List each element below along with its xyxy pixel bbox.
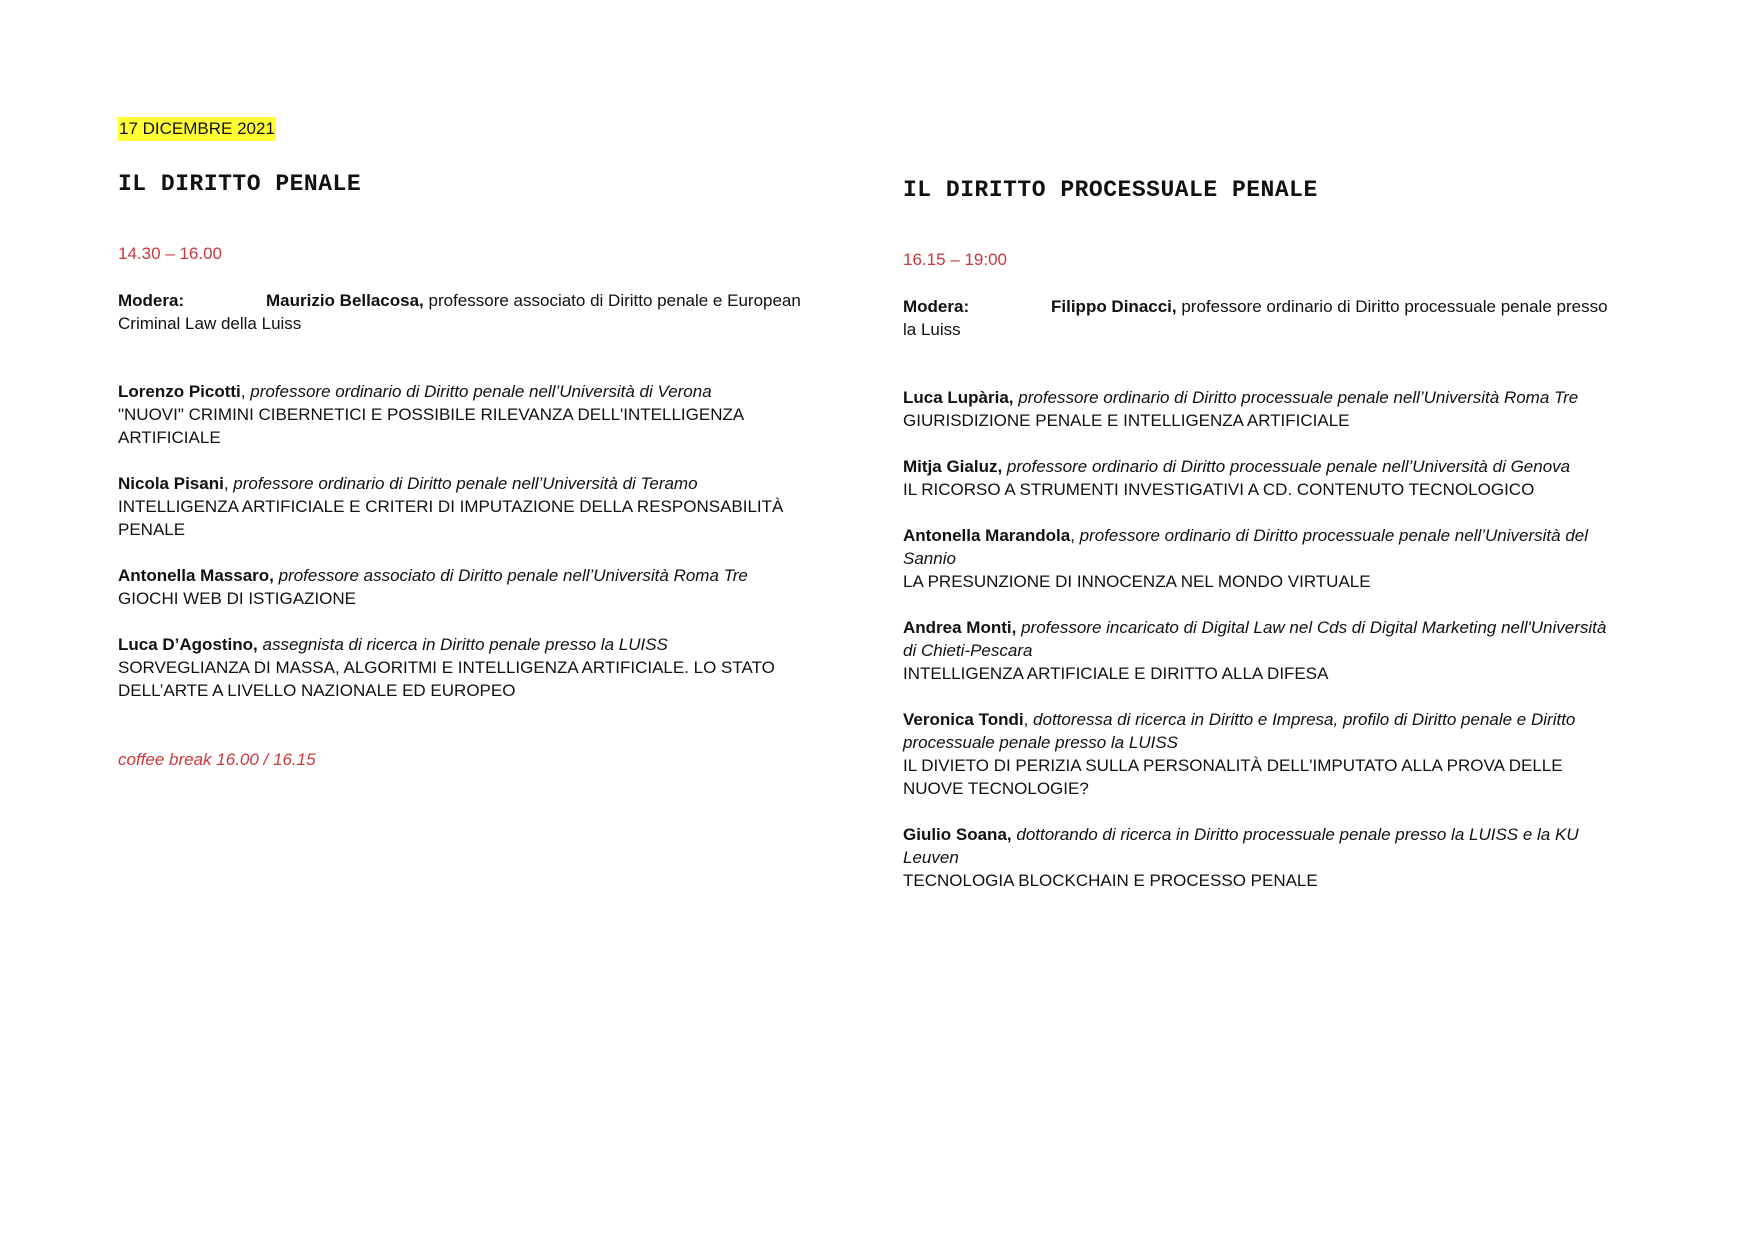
talk-item (903, 708, 1623, 800)
moderator (118, 289, 838, 335)
speaker-name: Veronica Tondi (903, 710, 1024, 729)
talk-item (903, 616, 1623, 685)
talk-topic: GIURISDIZIONE PENALE E INTELLIGENZA ARTIFICIALE (903, 411, 1350, 430)
speaker-role: professore ordinario di Diritto penale nell’Università di Verona (250, 382, 712, 401)
moderator-label: Modera: (118, 291, 185, 310)
talk-list (903, 386, 1623, 892)
talk-list (118, 380, 838, 702)
talk-topic: IL DIVIETO DI PERIZIA SULLA PERSONALITÀ DELL'IMPUTATO ALLA PROVA DELLE NUOVE TECNOLOGIE? (903, 756, 1563, 798)
talk-topic: IL RICORSO A STRUMENTI INVESTIGATIVI A CD. CONTENUTO TECNOLOGICO (903, 480, 1535, 499)
talk-item (903, 386, 1623, 432)
speaker-name: Andrea Monti, (903, 618, 1017, 637)
speaker-name: Giulio Soana, (903, 825, 1012, 844)
talk-topic: SORVEGLIANZA DI MASSA, ALGORITMI E INTELLIGENZA ARTIFICIALE. LO STATO DELL’ARTE A LIVELLO NAZIONALE ED EUROPEO (118, 658, 775, 700)
speaker-role: professore associato di Diritto penale nell’Università Roma Tre (278, 566, 748, 585)
speaker-name: Mitja Gialuz, (903, 457, 1003, 476)
moderator (903, 295, 1623, 341)
speaker-role: professore ordinario di Diritto penale nell’Università di Teramo (233, 474, 698, 493)
talk-item (118, 564, 838, 610)
speaker-role: professore ordinario di Diritto processuale penale nell’Università Roma Tre (1018, 388, 1579, 407)
speaker-name: Lorenzo Picotti (118, 382, 241, 401)
speaker-role: professore ordinario di Diritto processuale penale nell’Università di Genova (1006, 457, 1571, 476)
talk-topic: TECNOLOGIA BLOCKCHAIN E PROCESSO PENALE (903, 871, 1318, 890)
talk-topic: GIOCHI WEB DI ISTIGAZIONE (118, 589, 357, 608)
session-title: IL DIRITTO PROCESSUALE PENALE (903, 177, 1318, 203)
speaker-role: dottorando di ricerca in Diritto processuale penale presso la LUISS e la KU Leuven (903, 825, 1579, 867)
talk-item (118, 633, 838, 702)
event-date: 17 DICEMBRE 2021 (118, 117, 276, 141)
speaker-name: Antonella Marandola (903, 526, 1071, 545)
talk-topic: LA PRESUNZIONE DI INNOCENZA NEL MONDO VIRTUALE (903, 572, 1371, 591)
moderator-desc: professore ordinario di Diritto processuale penale presso la Luiss (903, 297, 1608, 339)
moderator-desc: professore associato di Diritto penale e European Criminal Law della Luiss (118, 291, 801, 333)
talk-topic: INTELLIGENZA ARTIFICIALE E CRITERI DI IMPUTAZIONE DELLA RESPONSABILITÀ PENALE (118, 497, 784, 539)
speaker-role: assegnista di ricerca in Diritto penale presso la LUISS (262, 635, 668, 654)
moderator-label: Modera: (903, 297, 970, 316)
speaker-separator: , (223, 474, 234, 493)
speaker-name: Luca D’Agostino, (118, 635, 258, 654)
moderator-name: Filippo Dinacci, (1051, 297, 1177, 316)
speaker-name: Nicola Pisani (118, 474, 224, 493)
talk-item (903, 823, 1623, 892)
session-right (903, 176, 1623, 915)
speaker-separator: , (1070, 526, 1080, 545)
speaker-role: dottoressa di ricerca in Diritto e Impresa, profilo di Diritto penale e Diritto processuale penale presso la LUISS (903, 710, 1576, 752)
speaker-separator: , (240, 382, 251, 401)
speaker-name: Luca Lupària, (903, 388, 1014, 407)
talk-item (903, 455, 1623, 501)
talk-topic: "NUOVI" CRIMINI CIBERNETICI E POSSIBILE RILEVANZA DELL'INTELLIGENZA ARTIFICIALE (118, 405, 744, 447)
talk-topic: INTELLIGENZA ARTIFICIALE E DIRITTO ALLA DIFESA (903, 664, 1329, 683)
session-left (118, 170, 838, 771)
speaker-separator: , (1023, 710, 1034, 729)
talk-item (903, 524, 1623, 593)
moderator-name: Maurizio Bellacosa, (266, 291, 424, 310)
coffee-break: coffee break 16.00 / 16.15 (118, 750, 316, 769)
speaker-role: professore ordinario di Diritto processuale penale nell’Università del Sannio (903, 526, 1589, 568)
speaker-role: professore incaricato di Digital Law nel Cds di Digital Marketing nell'Università di Chieti-Pescara (903, 618, 1607, 660)
speaker-name: Antonella Massaro, (118, 566, 274, 585)
session-time: 14.30 – 16.00 (118, 244, 222, 263)
session-time: 16.15 – 19:00 (903, 250, 1007, 269)
talk-item (118, 380, 838, 449)
session-title: IL DIRITTO PENALE (118, 171, 362, 197)
talk-item (118, 472, 838, 541)
